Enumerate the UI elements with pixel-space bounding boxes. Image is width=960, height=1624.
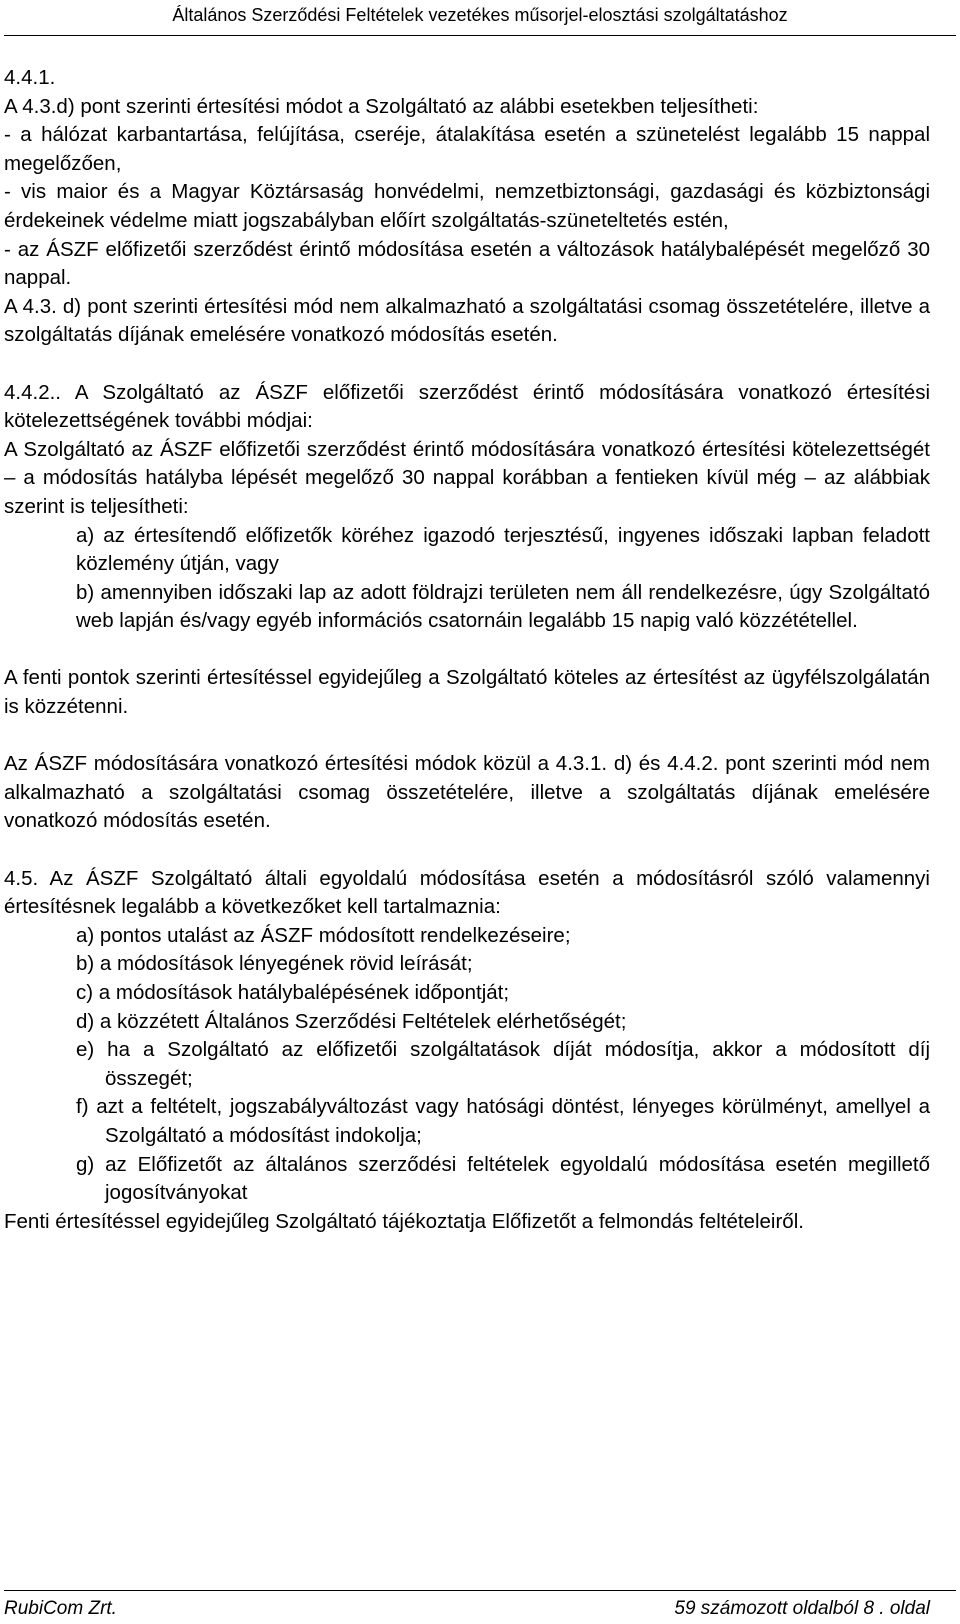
paragraph: - vis maior és a Magyar Köztársaság honvédelmi, nemzetbiztonsági, gazdasági és közbiztonsági érdekeinek védelme miatt jogszabályban előírt szolgáltatás-szüneteltetés estén, (4, 180, 930, 232)
paragraph: b) a módosítások lényegének rövid leírását; (76, 952, 473, 976)
paragraph: 4.4.1. (4, 66, 56, 89)
paragraph: Az ÁSZF módosítására vonatkozó értesítési módok közül a 4.3.1. d) és 4.4.2. pont szerinti mód nem alkalmazható a szolgáltatási csomag összetételére, illetve a szolgáltatás díjának emelésére vonatkozó módosítás esetén. (4, 752, 930, 833)
paragraph: A 4.3.d) pont szerinti értesítési módot a Szolgáltató az alábbi esetekben teljesítheti: (4, 94, 759, 118)
document-body (4, 64, 930, 1236)
paragraph: - a hálózat karbantartása, felújítása, cseréje, átalakítása esetén a szünetelést legalább 15 nappal megelőzően, (4, 123, 930, 175)
header-divider (4, 35, 956, 36)
footer-company: RubiCom Zrt. (4, 1598, 117, 1619)
header-title: Általános Szerződési Feltételek vezetékes műsorjel-elosztási szolgáltatáshoz (172, 5, 788, 25)
footer-divider (4, 1590, 956, 1591)
paragraph: g) az Előfizetőt az általános szerződési feltételek egyoldalú módosítása esetén megillető jogosítványokat (76, 1152, 930, 1205)
paragraph: a) pontos utalást az ÁSZF módosított rendelkezéseire; (76, 923, 571, 947)
paragraph: A fenti pontok szerinti értesítéssel egyidejűleg a Szolgáltató köteles az értesítést az ügyfélszolgálatán is közzétenni. (4, 666, 930, 719)
paragraph: a) az értesítendő előfizetők köréhez igazodó terjesztésű, ingyenes időszaki lapban feladott közlemény útján, vagy (76, 523, 930, 576)
page-header (0, 3, 960, 27)
paragraph: 4.4.2.. A Szolgáltató az ÁSZF előfizetői szerződést érintő módosítására vonatkozó értesítési kötelezettségének további módjai: (4, 380, 930, 433)
paragraph: f) azt a feltételt, jogszabályváltozást vagy hatósági döntést, lényeges körülményt, amellyel a Szolgáltató a módosítást indokolja; (76, 1095, 930, 1147)
paragraph: d) a közzétett Általános Szerződési Feltételek elérhetőségét; (76, 1009, 627, 1033)
paragraph: Fenti értesítéssel egyidejűleg Szolgáltató tájékoztatja Előfizetőt a felmondás feltételeiről. (4, 1209, 804, 1233)
page-footer (4, 1596, 956, 1622)
footer-page-number: 59 számozott oldalból 8 . oldal (674, 1598, 930, 1619)
paragraph: 4.5. Az ÁSZF Szolgáltató általi egyoldalú módosítása esetén a módosításról szóló valamennyi értesítésnek legalább a következőket kell tartalmaznia: (4, 866, 930, 919)
paragraph: - az ÁSZF előfizetői szerződést érintő módosítása esetén a változások hatálybalépését megelőző 30 nappal. (4, 237, 930, 290)
paragraph: A Szolgáltató az ÁSZF előfizetői szerződést érintő módosítására vonatkozó értesítési kötelezettségét – a módosítás hatályba lépését megelőző 30 nappal korábban a fentieken kívül még – az alábbiak szerint is teljesítheti: (4, 437, 930, 518)
paragraph: e) ha a Szolgáltató az előfizetői szolgáltatások díját módosítja, akkor a módosított díj összegét; (76, 1038, 930, 1090)
paragraph: A 4.3. d) pont szerinti értesítési mód nem alkalmazható a szolgáltatási csomag összetételére, illetve a szolgáltatás díjának emelésére vonatkozó módosítás esetén. (4, 294, 930, 347)
paragraph: b) amennyiben időszaki lap az adott földrajzi területen nem áll rendelkezésre, úgy Szolgáltató web lapján és/vagy egyéb információs csatornáin legalább 15 napig való közzététellel. (76, 580, 930, 633)
paragraph: c) a módosítások hatálybalépésének időpontját; (76, 981, 510, 1004)
